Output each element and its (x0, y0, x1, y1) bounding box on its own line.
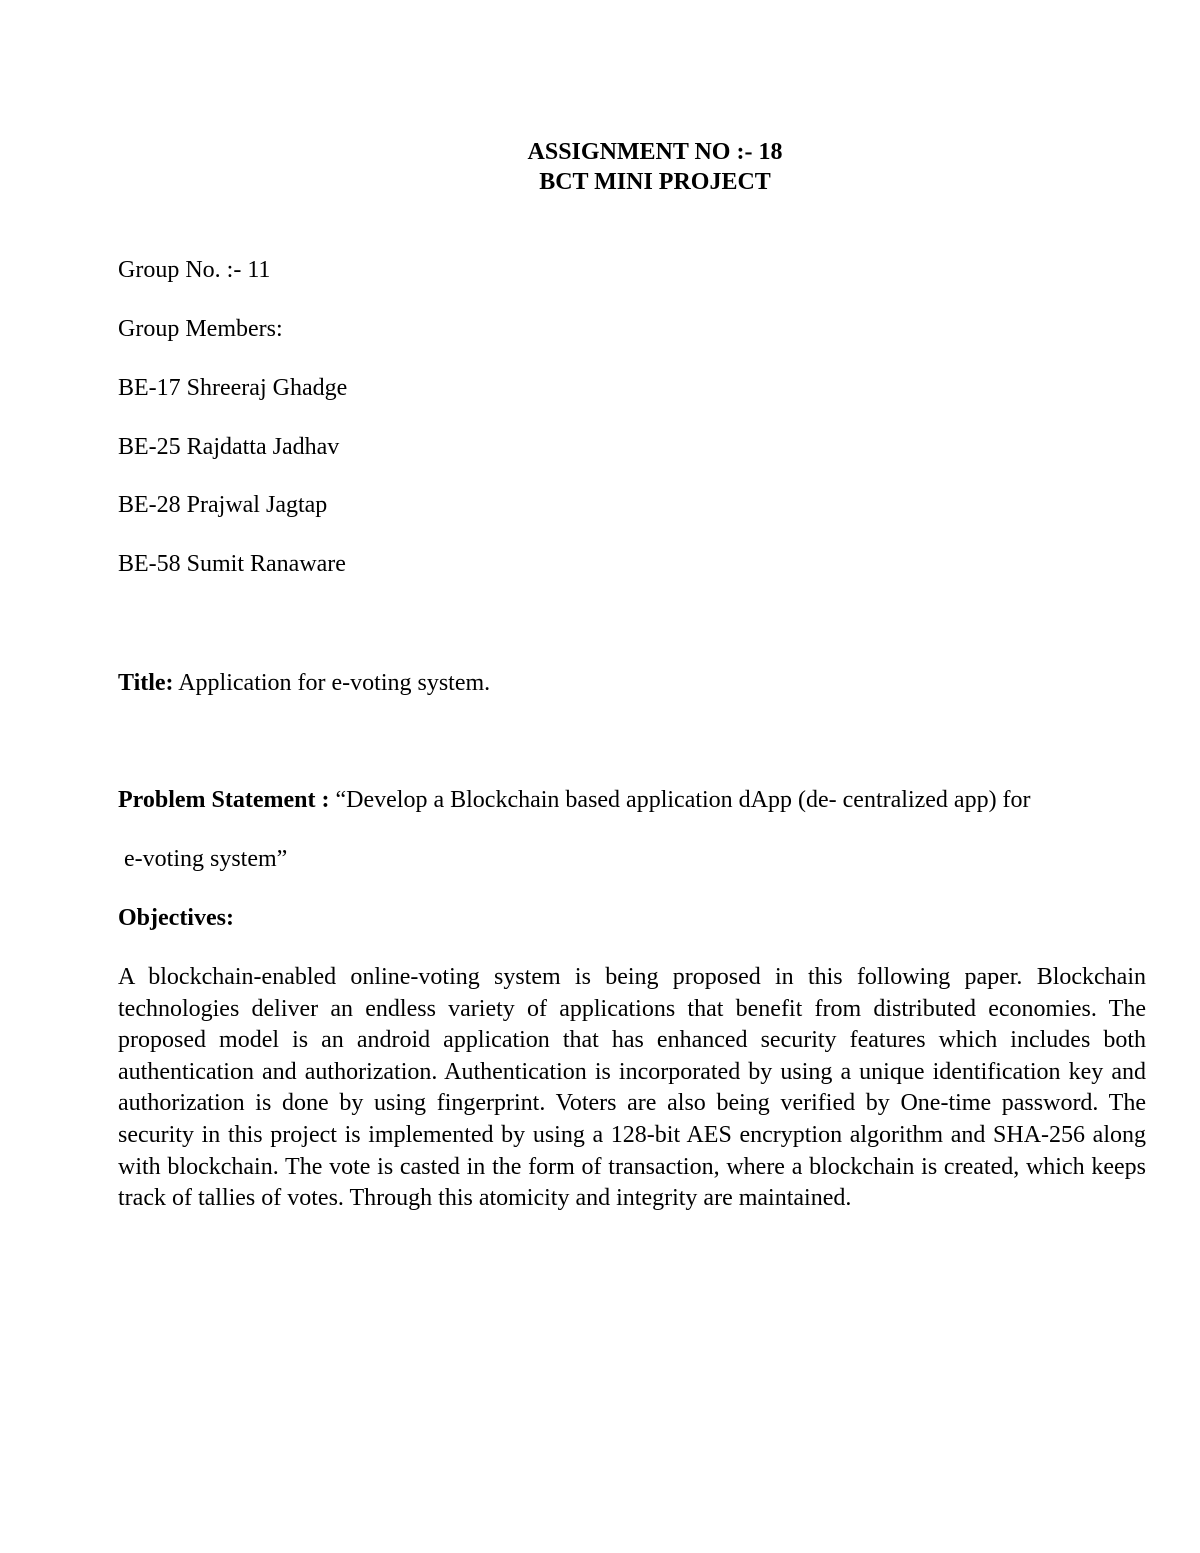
problem-statement-label: Problem Statement : (118, 787, 330, 813)
group-number: Group No. :- 11 (118, 257, 271, 283)
problem-statement-text: “Develop a Blockchain based application dApp (de- centralized app) for (329, 787, 1031, 813)
group-members-label: Group Members: (118, 316, 283, 342)
assignment-heading: ASSIGNMENT NO :- 18 (527, 139, 783, 165)
title-label: Title: (118, 670, 174, 696)
group-member-2: BE-25 Rajdatta Jadhav (118, 434, 340, 460)
group-member-1: BE-17 Shreeraj Ghadge (118, 375, 348, 401)
problem-statement-line (118, 785, 1031, 815)
objectives-paragraph: A blockchain-enabled online-voting system is being proposed in this following paper. Blockchain technologies deliver an endless variety of applications that benefit from distributed economies. The proposed model is an android application that has enhanced security features which includes both authentication and authorization. Authentication is incorporated by using a unique identification key and authorization is done by using fingerprint. Voters are also being verified by One-time password. The security in this project is implemented by using a 128-bit AES encryption algorithm and SHA-256 along with blockchain. The vote is casted in the form of transaction, where a blockchain is created, which keeps track of tallies of votes. Through this atomicity and integrity are maintained. (118, 964, 1146, 1212)
project-heading: BCT MINI PROJECT (539, 169, 771, 195)
objectives-heading: Objectives: (118, 905, 234, 931)
title-line (118, 668, 490, 698)
group-member-3: BE-28 Prajwal Jagtap (118, 492, 328, 518)
group-member-4: BE-58 Sumit Ranaware (118, 551, 346, 577)
title-text: Application for e-voting system. (173, 670, 491, 696)
problem-statement-continuation: e-voting system” (124, 846, 288, 872)
